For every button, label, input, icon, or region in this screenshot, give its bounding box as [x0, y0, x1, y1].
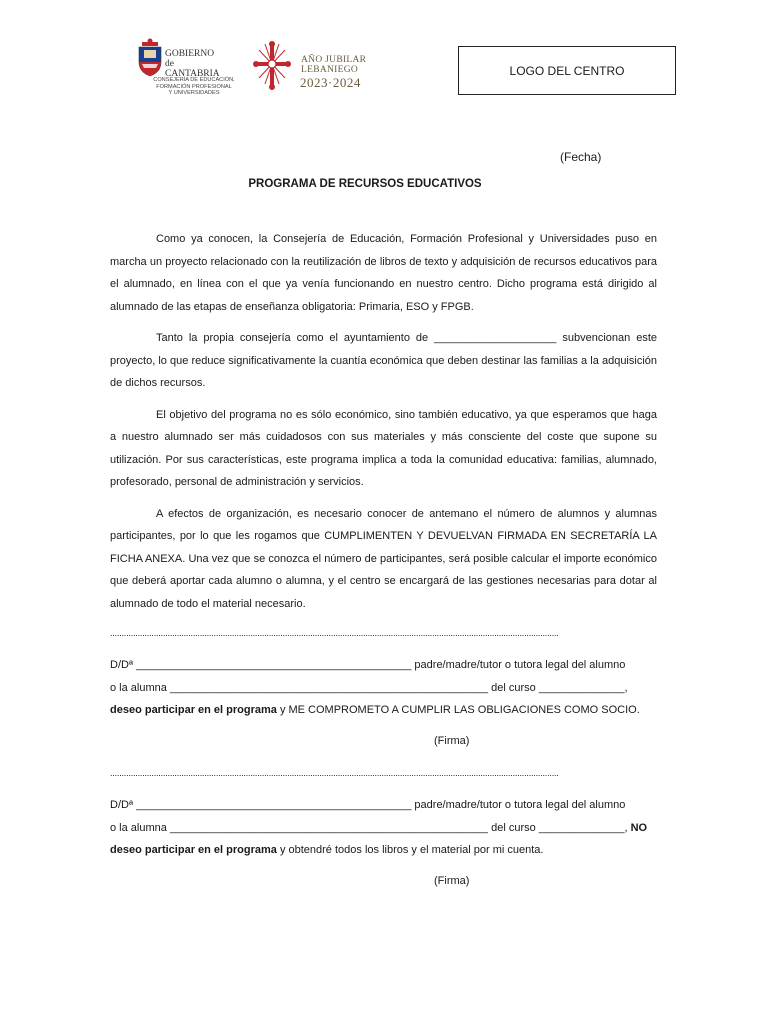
gobierno-cantabria-name: GOBIERNO de CANTABRIA — [165, 49, 220, 79]
jubilee-years: 2023·2024 — [300, 75, 361, 90]
lebaniego-cross-icon — [251, 40, 293, 92]
form-tail: y obtendré todos los libros y el material por mi cuenta. — [276, 844, 544, 856]
form-line-course — [110, 817, 657, 840]
paragraph: El objetivo del programa no es sólo económico, sino también educativo, ya que esperamos que haga a nuestro alumnado ser más cuidadosos con sus materiales y más consciente del coste que supone su utilización. Por sus características, este programa implica a toda la comunidad educativa: familias, alumnado, profesorado, personal de administración y servicios. — [110, 408, 657, 488]
jubilee-title: AÑO JUBILAR LEBANIEGO — [301, 55, 367, 75]
paragraph: A efectos de organización, es necesario conocer de antemano el número de alumnos y alumnas participantes, por lo que les rogamos que CUMPLIMENTEN Y DEVUELVAN FIRMADA EN SECRETARÍA LA FICHA ANEXA. Una vez que se conozca el número de participantes, será posible calcular el importe económico que deberá aportar cada alumno o alumna, y el centro se encargará de las gestiones necesarias para dotar al alumnado de todo el material necesario. — [110, 507, 657, 610]
signature-label-yes: (Firma) — [434, 735, 470, 747]
date-placeholder: (Fecha) — [560, 150, 602, 164]
form-line-name: D/Dª _____________________________________________ padre/madre/tutor o tutora legal del alumno — [110, 659, 626, 671]
signature-label-no: (Firma) — [434, 875, 470, 887]
letter-body — [110, 228, 657, 624]
form-line-commitment — [110, 699, 657, 722]
cut-line-separator: ................................................................................................................................................................................................... — [110, 768, 559, 778]
form-bold-lead: deseo participar en el programa — [110, 704, 277, 716]
form-line-course: o la alumna ____________________________________________________ del curso ______________, — [110, 681, 628, 694]
center-logo-placeholder: LOGO DEL CENTRO — [458, 46, 676, 95]
paragraph: Como ya conocen, la Consejería de Educación, Formación Profesional y Universidades puso en marcha un proyecto relacionado con la reutilización de libros de texto y adquisición de recursos educativos para el alumnado, en línea con el que ya venía funcionando en nuestro centro. Dicho programa está dirigido al alumnado de las etapas de enseñanza obligatoria: Primaria, ESO y FPGB. — [110, 233, 657, 313]
form-line-course-text: o la alumna ____________________________________________________ del curso ______________, — [110, 821, 631, 834]
form-line-name: D/Dª _____________________________________________ padre/madre/tutor o tutora legal del alumno — [110, 799, 626, 811]
cut-line-separator: ................................................................................................................................................................................................... — [110, 628, 559, 638]
participation-form-no — [110, 794, 657, 862]
form-tail: y ME COMPROMETO A CUMPLIR LAS OBLIGACIONES COMO SOCIO. — [276, 704, 640, 716]
form-bold-lead: deseo participar en el programa — [110, 844, 277, 856]
consejeria-name: CONSEJERÍA DE EDUCACIÓN, FORMACIÓN PROFESIONAL Y UNIVERSIDADES — [153, 77, 235, 97]
jubilee-cross-logo — [251, 40, 293, 92]
form-line-commitment — [110, 839, 657, 862]
form-no-word: NO — [630, 821, 648, 834]
cantabria-shield-icon — [136, 38, 164, 78]
participation-form-yes — [110, 654, 657, 722]
paragraph: Tanto la propia consejería como el ayuntamiento de ____________________ subvencionan este proyecto, lo que reduce significativamente la cuantía económica que deben destinar las familias a la adquisición de dichos recursos. — [110, 332, 657, 389]
document-title: PROGRAMA DE RECURSOS EDUCATIVOS — [248, 178, 482, 190]
